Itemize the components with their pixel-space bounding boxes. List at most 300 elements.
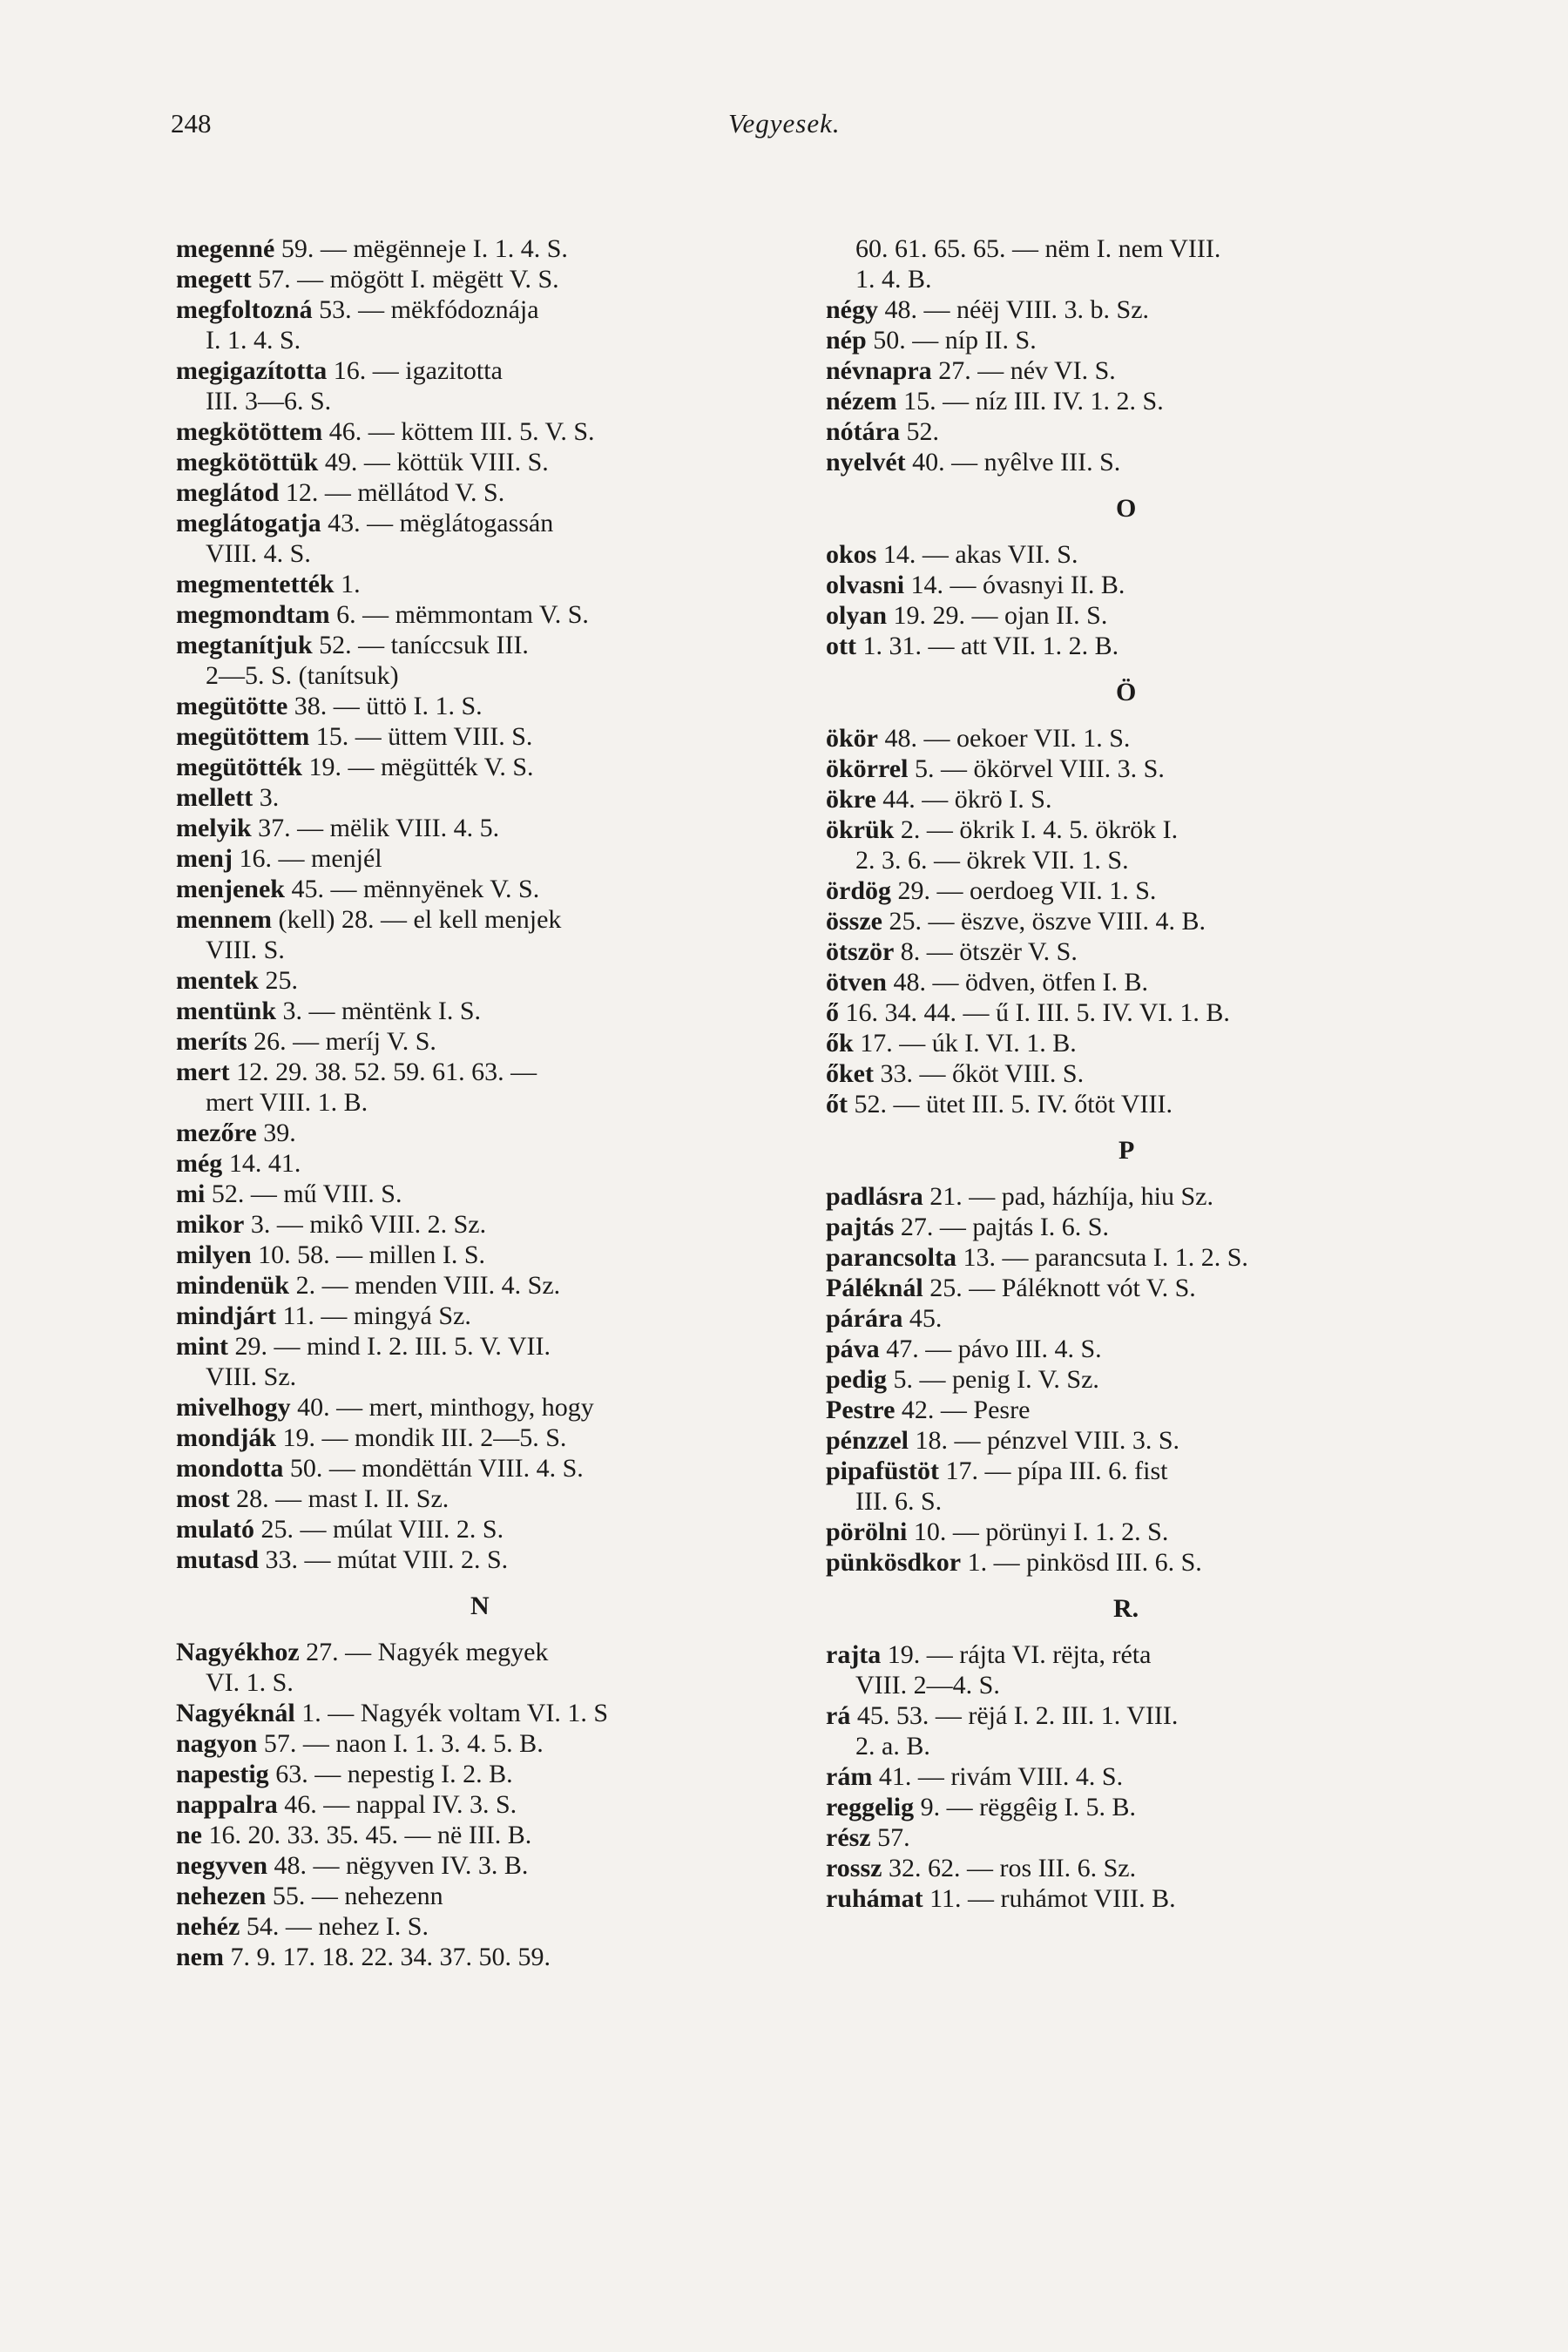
- dictionary-entry: [826, 967, 1453, 997]
- entry-text: 27. — Nagyék megyek: [299, 1638, 549, 1666]
- entry-headword: menj: [176, 844, 233, 873]
- entry-headword: megütöttem: [176, 722, 310, 751]
- entry-text: 11. — mingyá Sz.: [276, 1301, 471, 1330]
- entry-text: 41. — rivám VIII. 4. S.: [872, 1762, 1124, 1791]
- entry-headword: ökörrel: [826, 754, 909, 783]
- entry-headword: mivelhogy: [176, 1393, 291, 1422]
- dictionary-entry: [176, 843, 786, 874]
- entry-continuation: [176, 538, 786, 569]
- entry-text: 38. — üttö I. 1. S.: [287, 692, 483, 720]
- entry-text: 18. — pénzvel VIII. 3. S.: [908, 1426, 1180, 1455]
- entry-headword: mellett: [176, 783, 253, 812]
- entry-text: 49. — köttük VIII. S.: [318, 448, 549, 476]
- dictionary-entry: [826, 1547, 1453, 1578]
- entry-text: 32. 62. — ros III. 6. Sz.: [882, 1854, 1137, 1882]
- dictionary-entry: [826, 1395, 1453, 1425]
- entry-text: 52. — mű VIII. S.: [205, 1179, 402, 1208]
- dictionary-entry: [826, 631, 1453, 661]
- section-letter: Ö: [1116, 678, 1137, 706]
- entry-text: 1. 4. B.: [855, 265, 932, 294]
- dictionary-entry: [826, 1364, 1453, 1395]
- entry-text: 44. — ökrö I. S.: [875, 785, 1052, 814]
- entry-text: 46. — nappal IV. 3. S.: [277, 1790, 517, 1819]
- entry-text: 27. — név VI. S.: [931, 356, 1116, 385]
- dictionary-entry: [826, 1700, 1453, 1731]
- dictionary-entry: [176, 264, 786, 294]
- dictionary-entry: [826, 1853, 1453, 1883]
- dictionary-entry: [826, 754, 1453, 784]
- entry-text: 16. 34. 44. — ű I. III. 5. IV. VI. 1. B.: [839, 998, 1230, 1027]
- dictionary-entry: [176, 630, 786, 660]
- entry-text: I. 1. 4. S.: [206, 326, 301, 355]
- entry-text: 3.: [253, 783, 280, 812]
- entry-text: VIII. 4. S.: [206, 539, 311, 568]
- entry-text: 19. — mëgütték V. S.: [301, 753, 534, 781]
- dictionary-entry: [826, 784, 1453, 814]
- entry-headword: nehezen: [176, 1882, 267, 1910]
- entry-headword: napestig: [176, 1760, 269, 1788]
- dictionary-entry: [176, 1544, 786, 1575]
- entry-text: 1. 31. — att VII. 1. 2. B.: [855, 632, 1119, 660]
- entry-continuation: [176, 660, 786, 691]
- entry-text: 57. — naon I. 1. 3. 4. 5. B.: [257, 1729, 544, 1758]
- entry-headword: névnapra: [826, 356, 932, 385]
- entry-continuation: [176, 935, 786, 965]
- dictionary-entry: [176, 813, 786, 843]
- entry-text: 48. — néëj VIII. 3. b. Sz.: [878, 295, 1150, 324]
- dictionary-entry: [176, 1820, 786, 1850]
- dictionary-entry: [176, 1911, 786, 1942]
- entry-text: 16. — menjél: [232, 844, 382, 873]
- entry-headword: meglátogatja: [176, 509, 321, 537]
- page-number: 248: [171, 108, 212, 139]
- entry-headword: meríts: [176, 1027, 247, 1056]
- entry-continuation: [826, 1731, 1453, 1761]
- entry-text: 45.: [902, 1304, 943, 1333]
- entry-headword: mint: [176, 1332, 228, 1361]
- entry-text: 25. — múlat VIII. 2. S.: [254, 1515, 504, 1544]
- entry-text: 3. — mikô VIII. 2. Sz.: [244, 1210, 487, 1239]
- entry-headword: pörölni: [826, 1517, 908, 1546]
- entry-headword: páva: [826, 1335, 880, 1363]
- entry-text: 12. — mëllátod V. S.: [279, 478, 505, 507]
- entry-headword: rám: [826, 1762, 873, 1791]
- entry-text: 6. — mëmmontam V. S.: [329, 600, 589, 629]
- dictionary-entry: [176, 1728, 786, 1759]
- section-letter: N: [470, 1592, 490, 1620]
- entry-headword: megütötte: [176, 692, 288, 720]
- dictionary-entry: [826, 1303, 1453, 1334]
- entry-headword: nappalra: [176, 1790, 278, 1819]
- entry-headword: mentek: [176, 966, 259, 995]
- entry-headword: pedig: [826, 1365, 888, 1394]
- entry-text: 54. — nehez I. S.: [240, 1912, 429, 1941]
- entry-text: 25.: [258, 966, 298, 995]
- entry-text: 7. 9. 17. 18. 22. 34. 37. 50. 59.: [224, 1943, 551, 1971]
- entry-headword: őket: [826, 1059, 874, 1088]
- entry-text: 13. — parancsuta I. 1. 2. S.: [956, 1243, 1248, 1272]
- dictionary-entry: [176, 1453, 786, 1484]
- entry-text: 57.: [870, 1823, 910, 1852]
- dictionary-entry: [176, 599, 786, 630]
- dictionary-entry: [176, 1057, 786, 1087]
- entry-headword: párára: [826, 1304, 903, 1333]
- entry-headword: ökre: [826, 785, 876, 814]
- entry-text: 17. — úk I. VI. 1. B.: [853, 1029, 1077, 1058]
- entry-headword: menjenek: [176, 875, 285, 903]
- entry-text: 19. — mondik III. 2—5. S.: [276, 1423, 567, 1452]
- dictionary-entry: [826, 906, 1453, 936]
- dictionary-entry: [176, 1026, 786, 1057]
- entry-text: III. 3—6. S.: [206, 387, 332, 416]
- dictionary-entry: [826, 325, 1453, 355]
- entry-text: 27. — pajtás I. 6. S.: [894, 1213, 1109, 1241]
- entry-text: 2—5. S. (tanítsuk): [206, 661, 399, 690]
- dictionary-entry: [826, 1089, 1453, 1119]
- entry-text: 15. — üttem VIII. S.: [309, 722, 533, 751]
- dictionary-entry: [826, 814, 1453, 845]
- entry-text: 21. — pad, házhíja, hiu Sz.: [923, 1182, 1213, 1211]
- page-header: [171, 108, 876, 143]
- dictionary-entry: [176, 1118, 786, 1148]
- entry-continuation: [176, 1362, 786, 1392]
- entry-headword: mondják: [176, 1423, 277, 1452]
- dictionary-entry: [176, 1850, 786, 1881]
- entry-headword: mondotta: [176, 1454, 284, 1483]
- entry-headword: pünkösdkor: [826, 1548, 962, 1577]
- entry-headword: ők: [826, 1029, 854, 1058]
- entry-text: 45. 53. — rëjá I. 2. III. 1. VIII.: [850, 1701, 1179, 1730]
- entry-text: 16. — igazitotta: [327, 356, 503, 385]
- dictionary-entry: [826, 1792, 1453, 1822]
- entry-headword: most: [176, 1484, 230, 1513]
- entry-continuation: [176, 1667, 786, 1698]
- entry-headword: megkötöttem: [176, 417, 323, 446]
- dictionary-entry: [176, 1759, 786, 1789]
- entry-text: 59. — mëgënneje I. 1. 4. S.: [274, 234, 568, 263]
- entry-headword: megmondtam: [176, 600, 330, 629]
- dictionary-entry: [176, 1698, 786, 1728]
- entry-headword: megmentették: [176, 570, 335, 598]
- entry-headword: milyen: [176, 1240, 252, 1269]
- entry-headword: nagyon: [176, 1729, 258, 1758]
- dictionary-entry: [176, 1270, 786, 1301]
- dictionary-entry: [176, 1148, 786, 1179]
- entry-text: 60. 61. 65. 65. — nëm I. nem VIII.: [855, 234, 1221, 263]
- entry-text: 9. — rëggêig I. 5. B.: [914, 1793, 1137, 1821]
- entry-text: 50. — mondëttán VIII. 4. S.: [283, 1454, 584, 1483]
- dictionary-entry: [176, 1392, 786, 1423]
- entry-headword: rá: [826, 1701, 851, 1730]
- entry-headword: meglátod: [176, 478, 280, 507]
- entry-headword: ott: [826, 632, 856, 660]
- entry-headword: rossz: [826, 1854, 882, 1882]
- entry-headword: megett: [176, 265, 252, 294]
- entry-text: 1. — pinkösd III. 6. S.: [961, 1548, 1202, 1577]
- dictionary-entry: [176, 721, 786, 752]
- dictionary-entry: [176, 233, 786, 264]
- entry-headword: ő: [826, 998, 839, 1027]
- entry-headword: megütötték: [176, 753, 302, 781]
- entry-headword: még: [176, 1149, 223, 1178]
- dictionary-entry: [826, 416, 1453, 447]
- entry-headword: mezőre: [176, 1119, 257, 1147]
- dictionary-entry: [826, 1425, 1453, 1456]
- dictionary-entry: [176, 1942, 786, 1972]
- dictionary-entry: [176, 1301, 786, 1331]
- entry-continuation: [826, 233, 1453, 264]
- entry-headword: megigazította: [176, 356, 328, 385]
- dictionary-entry: [826, 875, 1453, 906]
- dictionary-entry: [176, 691, 786, 721]
- dictionary-entry: [826, 1456, 1453, 1486]
- entry-continuation: [176, 1087, 786, 1118]
- dictionary-entry: [826, 1334, 1453, 1364]
- dictionary-entry: [176, 1484, 786, 1514]
- entry-text: 14. — akas VII. S.: [876, 540, 1078, 569]
- entry-continuation: [826, 1670, 1453, 1700]
- entry-text: 25. — ëszve, öszve VIII. 4. B.: [882, 907, 1206, 936]
- dictionary-entry: [176, 477, 786, 508]
- entry-text: 29. — mind I. 2. III. 5. V. VII.: [228, 1332, 551, 1361]
- entry-text: 48. — oekoer VII. 1. S.: [878, 724, 1131, 753]
- dictionary-entry: [826, 570, 1453, 600]
- dictionary-entry: [176, 1423, 786, 1453]
- dictionary-entry: [176, 508, 786, 538]
- dictionary-entry: [176, 904, 786, 935]
- dictionary-entry: [826, 1822, 1453, 1853]
- entry-headword: nép: [826, 326, 867, 355]
- entry-headword: mert: [176, 1058, 230, 1086]
- entry-text: 48. — nëgyven IV. 3. B.: [267, 1851, 529, 1880]
- entry-headword: rész: [826, 1823, 871, 1852]
- entry-headword: nehéz: [176, 1912, 240, 1941]
- dictionary-entry: [826, 997, 1453, 1028]
- section-letter: R.: [1113, 1594, 1139, 1623]
- dictionary-entry: [826, 723, 1453, 754]
- dictionary-entry: [826, 1028, 1453, 1058]
- entry-headword: mikor: [176, 1210, 245, 1239]
- dictionary-entry: [176, 1514, 786, 1544]
- entry-text: 29. — oerdoeg VII. 1. S.: [891, 876, 1157, 905]
- entry-text: 5. — ökörvel VIII. 3. S.: [908, 754, 1165, 783]
- entry-text: VIII. Sz.: [206, 1362, 297, 1391]
- entry-headword: mindenük: [176, 1271, 290, 1300]
- entry-headword: össze: [826, 907, 882, 936]
- dictionary-entry: [826, 447, 1453, 477]
- entry-text: 57. — mögött I. mëgëtt V. S.: [251, 265, 559, 294]
- entry-text: 2. — menden VIII. 4. Sz.: [289, 1271, 561, 1300]
- entry-headword: pipafüstöt: [826, 1456, 940, 1485]
- dictionary-entry: [176, 447, 786, 477]
- entry-headword: mulató: [176, 1515, 254, 1544]
- entry-text: 52.: [900, 417, 939, 446]
- dictionary-entry: [826, 936, 1453, 967]
- section-letter: O: [1116, 494, 1137, 523]
- entry-headword: mutasd: [176, 1545, 260, 1574]
- dictionary-entry: [826, 294, 1453, 325]
- entry-text: 17. — pípa III. 6. fist: [939, 1456, 1168, 1485]
- entry-continuation: [176, 386, 786, 416]
- dictionary-entry: [826, 539, 1453, 570]
- entry-headword: nem: [176, 1943, 224, 1971]
- dictionary-entry: [826, 1517, 1453, 1547]
- left-column: [176, 233, 786, 1972]
- entry-text: 33. — őköt VIII. S.: [874, 1059, 1085, 1088]
- entry-text: 2. — ökrik I. 4. 5. ökrök I.: [894, 815, 1179, 844]
- entry-headword: pajtás: [826, 1213, 895, 1241]
- dictionary-entry: [826, 1761, 1453, 1792]
- dictionary-entry: [176, 874, 786, 904]
- entry-headword: mindjárt: [176, 1301, 276, 1330]
- entry-text: 26. — meríj V. S.: [247, 1027, 436, 1056]
- dictionary-entry: [176, 1209, 786, 1240]
- dictionary-entry: [826, 355, 1453, 386]
- entry-text: 2. 3. 6. — ökrek VII. 1. S.: [855, 846, 1129, 875]
- dictionary-entry: [826, 1883, 1453, 1914]
- dictionary-entry: [826, 1639, 1453, 1670]
- entry-text: 42. — Pesre: [895, 1396, 1031, 1424]
- dictionary-entry: [176, 569, 786, 599]
- entry-text: VI. 1. S.: [206, 1668, 294, 1697]
- entry-text: 2. a. B.: [855, 1732, 930, 1761]
- dictionary-entry: [826, 600, 1453, 631]
- entry-text: 16. 20. 33. 35. 45. — në III. B.: [202, 1821, 532, 1849]
- entry-text: 12. 29. 38. 52. 59. 61. 63. —: [229, 1058, 537, 1086]
- entry-text: 40. — mert, minthogy, hogy: [290, 1393, 594, 1422]
- entry-headword: Nagyékhoz: [176, 1638, 300, 1666]
- entry-text: 19. 29. — ojan II. S.: [887, 601, 1108, 630]
- entry-text: (kell) 28. — el kell menjek: [271, 905, 562, 934]
- entry-headword: megtanítjuk: [176, 631, 313, 659]
- dictionary-entry: [176, 782, 786, 813]
- entry-text: 37. — mëlik VIII. 4. 5.: [251, 814, 500, 842]
- entry-headword: nótára: [826, 417, 900, 446]
- entry-headword: olvasni: [826, 571, 905, 599]
- entry-text: 5. — penig I. V. Sz.: [887, 1365, 1099, 1394]
- entry-text: 25. — Páléknott vót V. S.: [923, 1274, 1196, 1302]
- entry-headword: ördög: [826, 876, 891, 905]
- entry-continuation: [826, 264, 1453, 294]
- entry-headword: megkötöttük: [176, 448, 319, 476]
- entry-text: mert VIII. 1. B.: [206, 1088, 368, 1117]
- entry-continuation: [176, 325, 786, 355]
- dictionary-entry: [176, 1881, 786, 1911]
- entry-continuation: [826, 1486, 1453, 1517]
- dictionary-entry: [176, 294, 786, 325]
- entry-text: 14. — óvasnyi II. B.: [904, 571, 1125, 599]
- entry-text: 53. — mëkfódoznája: [312, 295, 539, 324]
- entry-headword: Pestre: [826, 1396, 896, 1424]
- entry-text: VIII. 2—4. S.: [855, 1671, 1000, 1700]
- entry-headword: melyik: [176, 814, 252, 842]
- dictionary-entry: [176, 1331, 786, 1362]
- entry-text: 8. — ötszër V. S.: [894, 937, 1078, 966]
- entry-text: 52. — ütet III. 5. IV. őtöt VIII.: [848, 1090, 1173, 1119]
- entry-text: 14. 41.: [222, 1149, 301, 1178]
- right-column: [826, 233, 1453, 1914]
- entry-headword: ökrük: [826, 815, 895, 844]
- dictionary-entry: [826, 1212, 1453, 1242]
- entry-text: 43. — mëglátogassán: [321, 509, 554, 537]
- entry-headword: őt: [826, 1090, 848, 1119]
- entry-headword: okos: [826, 540, 877, 569]
- entry-headword: nézem: [826, 387, 897, 416]
- dictionary-entry: [176, 1637, 786, 1667]
- entry-text: 46. — köttem III. 5. V. S.: [322, 417, 595, 446]
- entry-text: 63. — nepestig I. 2. B.: [268, 1760, 513, 1788]
- entry-headword: ruhámat: [826, 1884, 923, 1913]
- entry-headword: mentünk: [176, 997, 277, 1025]
- entry-text: 33. — mútat VIII. 2. S.: [259, 1545, 509, 1574]
- dictionary-entry: [826, 1273, 1453, 1303]
- entry-text: 52. — taníccsuk III.: [312, 631, 529, 659]
- entry-text: 1.: [334, 570, 361, 598]
- entry-headword: ötször: [826, 937, 895, 966]
- section-letter: P: [1119, 1136, 1135, 1165]
- entry-continuation: [826, 845, 1453, 875]
- entry-headword: ökör: [826, 724, 878, 753]
- entry-headword: mi: [176, 1179, 206, 1208]
- entry-headword: reggelig: [826, 1793, 915, 1821]
- entry-text: 10. 58. — millen I. S.: [251, 1240, 486, 1269]
- entry-headword: ne: [176, 1821, 202, 1849]
- entry-text: 3. — mëntënk I. S.: [276, 997, 482, 1025]
- dictionary-entry: [826, 386, 1453, 416]
- dictionary-entry: [826, 1181, 1453, 1212]
- entry-headword: nyelvét: [826, 448, 906, 476]
- entry-headword: pénzzel: [826, 1426, 909, 1455]
- entry-headword: rajta: [826, 1640, 882, 1669]
- entry-headword: ötven: [826, 968, 887, 997]
- entry-text: VIII. S.: [206, 936, 285, 964]
- entry-headword: Páléknál: [826, 1274, 923, 1302]
- entry-text: III. 6. S.: [855, 1487, 943, 1516]
- dictionary-entry: [826, 1242, 1453, 1273]
- entry-text: 50. — níp II. S.: [866, 326, 1037, 355]
- dictionary-entry: [176, 355, 786, 386]
- entry-text: 11. — ruhámot VIII. B.: [923, 1884, 1176, 1913]
- entry-headword: mennem: [176, 905, 272, 934]
- dictionary-entry: [176, 996, 786, 1026]
- entry-headword: megenné: [176, 234, 275, 263]
- entry-text: 55. — nehezenn: [266, 1882, 443, 1910]
- entry-headword: négy: [826, 295, 878, 324]
- entry-text: 15. — níz III. IV. 1. 2. S.: [896, 387, 1164, 416]
- dictionary-entry: [176, 752, 786, 782]
- dictionary-entry: [176, 1240, 786, 1270]
- entry-text: 45. — mënnyënek V. S.: [284, 875, 540, 903]
- entry-text: 10. — pörünyi I. 1. 2. S.: [907, 1517, 1169, 1546]
- entry-headword: Nagyéknál: [176, 1699, 295, 1727]
- entry-text: 47. — pávo III. 4. S.: [879, 1335, 1102, 1363]
- entry-text: 19. — rájta VI. rëjta, réta: [881, 1640, 1152, 1669]
- dictionary-entry: [176, 1789, 786, 1820]
- running-title: Vegyesek.: [728, 108, 841, 139]
- dictionary-entry: [176, 1179, 786, 1209]
- dictionary-entry: [176, 416, 786, 447]
- entry-headword: padlásra: [826, 1182, 923, 1211]
- dictionary-entry: [176, 965, 786, 996]
- entry-text: 1. — Nagyék voltam VI. 1. S: [294, 1699, 609, 1727]
- entry-headword: megfoltozná: [176, 295, 313, 324]
- entry-headword: parancsolta: [826, 1243, 956, 1272]
- entry-text: 39.: [256, 1119, 296, 1147]
- entry-text: 28. — mast I. II. Sz.: [229, 1484, 449, 1513]
- entry-headword: negyven: [176, 1851, 267, 1880]
- entry-text: 48. — ödven, ötfen I. B.: [887, 968, 1148, 997]
- entry-headword: olyan: [826, 601, 888, 630]
